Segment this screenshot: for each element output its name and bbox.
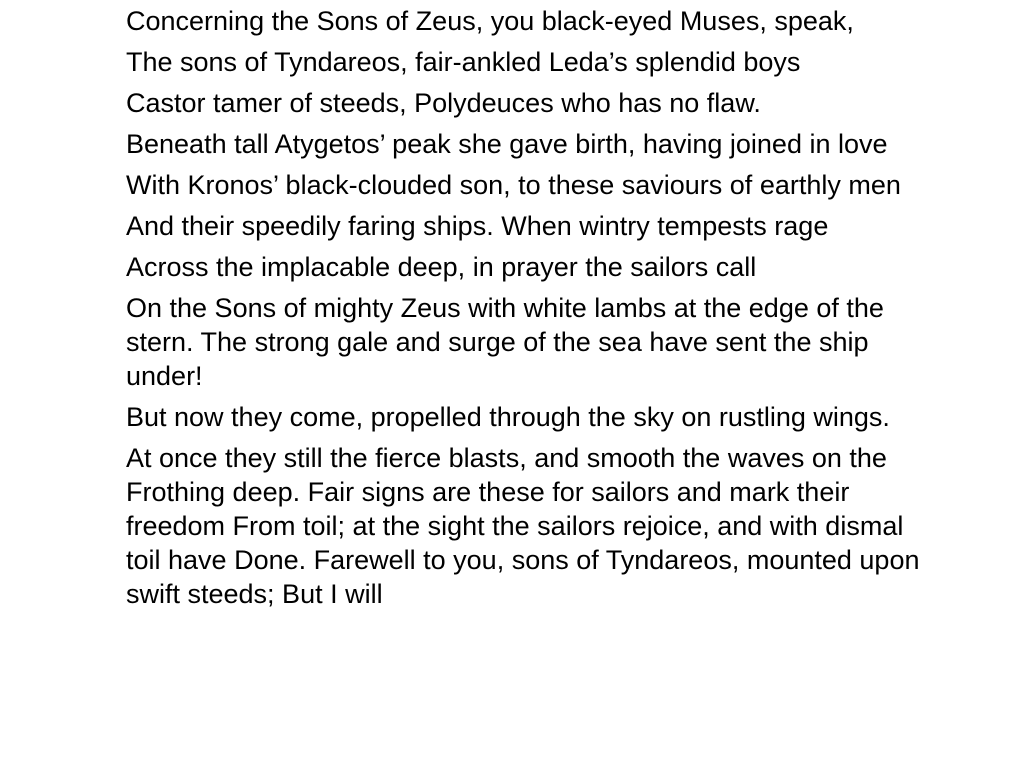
verse-list [126,4,926,618]
verse-line: On the Sons of mighty Zeus with white lambs at the edge of the stern. The strong gale and surge of the sea have sent the ship under! [126,293,884,391]
verse-line: The sons of Tyndareos, fair-ankled Leda’s splendid boys [126,47,801,77]
verse-line: Across the implacable deep, in prayer the sailors call [126,252,757,282]
verse-line: Castor tamer of steeds, Polydeuces who has no flaw. [126,88,761,118]
verse-line: And their speedily faring ships. When wintry tempests rage [126,211,829,241]
verse-line: But now they come, propelled through the sky on rustling wings. [126,402,890,432]
verse-line: Beneath tall Atygetos’ peak she gave birth, having joined in love [126,129,888,159]
verse-line: At once they still the fierce blasts, and smooth the waves on the Frothing deep. Fair signs are these for sailors and mark their freedom From toil; at the sight the sailors rejoice, and with dismal toil have Done. Farewell to you, sons of Tyndareos, mounted upon swift steeds; But I will [126,443,920,609]
verse-line: With Kronos’ black-clouded son, to these saviours of earthly men [126,170,901,200]
verse-line: Concerning the Sons of Zeus, you black-eyed Muses, speak, [126,6,854,36]
